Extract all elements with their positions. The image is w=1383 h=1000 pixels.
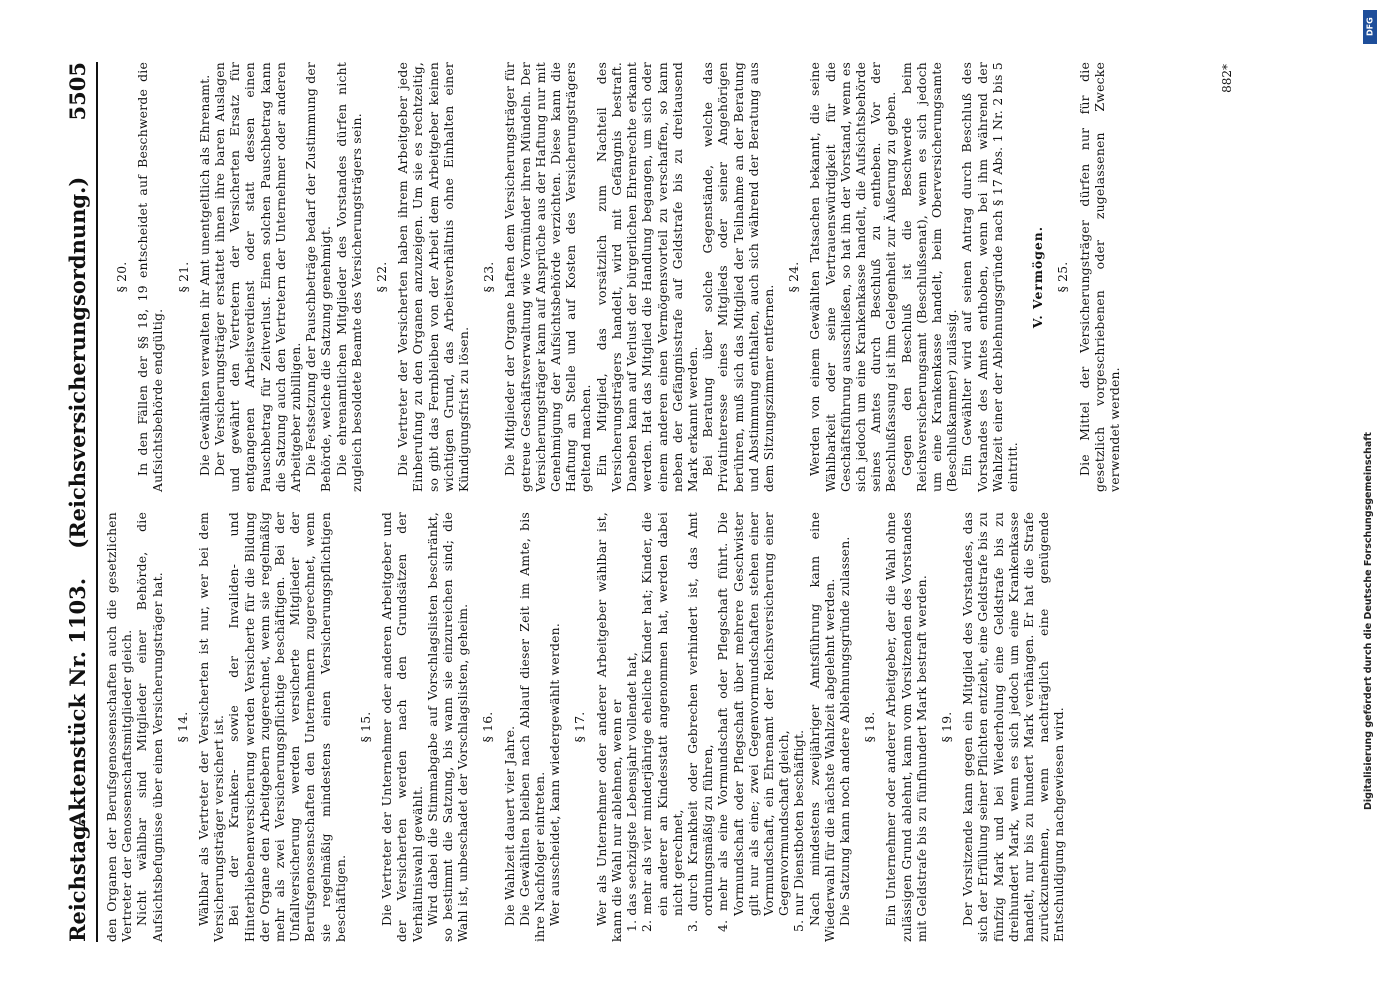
digitization-note: Digitalisierung gefördert durch die Deutsche Forschungsgemeinschaft [1363,432,1374,810]
section-paragraph: Der Vorsitzende kann gegen ein Mitglied des Vorstandes, das sich der Erfüllung seiner Pflichten entzieht, eine Geldstrafe bis zu fünfzig Mark und bei Wiederholung eine Geldstrafe bis zu dreihundert Mark, wenn es sich jedoch um eine Krankenkasse handelt, nur bis zu hundert Mark verhängen. Er hat die Strafe zurückzunehmen, wenn nachträglich eine genügende Entschuldigung nachgewiesen wird. [960,512,1067,942]
section-paragraph: Wird dabei die Stimmabgabe auf Vorschlagslisten beschränkt, so bestimmt die Satzung, bis wann sie einzureichen sind; die Wahl ist, unbeschadet der Vorschlagslisten, geheim. [424,512,471,942]
section-paragraph: Die Vertreter der Unternehmer oder anderen Arbeitgeber und der Versicherten werden nach den Grundsätzen der Verhältniswahl gewählt. [379,512,425,942]
section-paragraph: Die Vertreter der Versicherten haben ihrem Arbeitgeber jede Einberufung zu den Organen anzuzeigen. Um sie es rechtzeitig, so gibt das Fernbleiben von der Arbeit dem Arbeitgeber keinen wichtigen Grund, das Arbeitsverhältnis ohne Einhalten einer Kündigungsfrist zu lösen. [395,62,472,492]
section-paragraph: Ein Gewählter wird auf seinen Antrag durch Beschluß des Vorstandes des Amtes enthoben, wenn bei ihm während der Wahlzeit einer der Ablehnungsgründe nach § 17 Abs. 1 Nr. 2 bis 5 eintritt. [959,62,1020,492]
section-paragraph: Wer als Unternehmer oder anderer Arbeitgeber wählbar ist, kann die Wahl nur ablehnen, wenn er [593,512,624,942]
list-item: 5. nur Dienstboten beschäftigt. [791,729,807,932]
section-paragraph: Die Gewählten bleiben nach Ablauf dieser Zeit im Amte, bis ihre Nachfolger eintreten. [516,512,548,942]
section-paragraph: Die Festsetzung der Pauschbeträge bedarf der Zustimmung der Behörde, welche die Satzung genehmigt. [303,62,334,492]
section-heading: § 16. [480,711,496,743]
section-heading: § 15. [358,711,374,743]
section-heading: § 19. [938,711,954,743]
section-heading: § 14. [174,711,190,743]
section-heading: § 25. [1055,261,1071,293]
dfg-logo-icon: DFG [1363,10,1377,44]
page-number: 5505 [65,62,90,121]
intro-paragraph: Nicht wählbar sind Mitglieder einer Behörde, die Aufsichtsbefugnisse über einen Versicherungsträger hat. [134,512,165,942]
section-paragraph: Wählbar als Vertreter der Versicherten ist nur, wer bei dem Versicherungsträger versichert ist. [196,512,227,942]
section-paragraph: In den Fällen der §§ 18, 19 entscheidet auf Beschwerde die Aufsichtsbehörde endgültig. [135,62,166,492]
section-heading: § 21. [175,261,191,293]
list-item: 3. durch Krankheit oder Gebrechen verhindert ist, das Amt ordnungsmäßig zu führen, [684,512,716,932]
section-paragraph: Der Versicherungsträger erstattet ihnen ihre baren Auslagen und gewährt den Vertretern der Versicherten Ersatz für entgangenen Arbeitsverdienst oder statt dessen einen Pauschbetrag für Zeitverlust. Einen solchen Pauschbetrag kann die Satzung auch den Vertretern der Unternehmer oder anderen Arbeitgeber zubilligen. [212,62,304,492]
part-heading: V. Vermögen. [1030,225,1046,329]
section-paragraph: Ein Unternehmer oder anderer Arbeitgeber, der die Wahl ohne zulässigen Grund ablehnt, kann vom Vorsitzenden des Vorstandes mit Geldstrafe bis zu fünfhundert Mark bestraft werden. [883,512,929,942]
header-document-number: Aktenstück Nr. 1103. [65,577,90,828]
section-paragraph: Werden von einem Gewählten Tatsachen bekannt, die seine Wählbarkeit oder seine Vertrauenswürdigkeit für die Geschäftsführung ausschließen, so hat ihn der Vorstand, wenn es sich jedoch um eine Krankenkasse handelt, die Aufsichtsbehörde seines Amtes durch Beschluß zu entheben. Vor der Beschlußfassung ist ihm Gelegenheit zur Äußerung zu geben. [807,62,899,492]
section-heading: § 20. [114,261,129,293]
section-paragraph: Gegen den Beschluß ist die Beschwerde beim Reichsversicherungsamt (Beschlußsenat), wenn es sich jedoch um eine Krankenkasse handelt, beim Oberversicherungsamte (Beschlußkammer) zulässig. [898,62,960,492]
section-paragraph: Ein Mitglied, das vorsätzlich zum Nachteil des Versicherungsträgers handelt, wird mit Gefängnis bestraft. Daneben kann auf Verlust der bürgerlichen Ehrenrechte erkannt werden. Hat das Mitglied die Handlung begangen, um sich oder einem anderen einen Vermögensvorteil zu verschaffen, so kann neben der Gefängnisstrafe auf Geldstrafe bis zu dreitausend Mark erkannt werden. [593,62,700,492]
section-paragraph: Die Satzung kann noch andere Ablehnungsgründe zulassen. [836,536,852,926]
list-item: 2. mehr als vier minderjährige eheliche Kinder hat; Kinder, die ein anderer an Kindesstatt angenommen hat, werden dabei nicht gerechnet, [639,512,685,932]
section-paragraph: Die Wahlzeit dauert vier Jahre. [501,725,517,926]
section-heading: § 23. [481,261,497,293]
section-paragraph: Die Mitglieder der Organe haften dem Versicherungsträger für getreue Geschäftsverwaltung wie Vormünder ihren Mündeln. Der Versicherungsträger kann auf Ansprüche aus der Haftung nur mit Genehmigung der Aufsichtsbehörde verzichten. Diese kann die Haftung an Stelle und auf Kosten des Versicherungsträgers geltend machen. [502,62,594,492]
header-center [65,62,90,942]
list-item: 1. das sechzigste Lebensjahr vollendet hat, [624,651,640,932]
intro-paragraph: den Organen der Berufsgenossenschaften auch die gesetzlichen Vertreter der Genossenschaftsmitglieder gleich. [104,512,135,942]
list-item: 4. mehr als eine Vormundschaft oder Pflegschaft führt. Die Vormundschaft oder Pflegschaft über mehrere Geschwister gilt nur als eine; zwei Gegenvormundschaften stehen einer Vormundschaft, ein Ehrenamt der Reichsversicherung einer Gegenvormundschaft gleich, [715,512,792,932]
section-heading: § 24. [786,261,802,293]
left-column [104,512,1067,942]
section-paragraph: Bei der Kranken- sowie der Invaliden- und Hinterbliebenenversicherung werden Versicherte für die Bildung der Organe den Arbeitgebern zugerechnet, wenn sie regelmäßig mehr als zwei Versicherungspflichtige beschäftigen. Bei der Unfallversicherung werden versicherte Mitglieder der Berufsgenossenschaften den Unternehmern zugerechnet, wenn sie regelmäßig mindestens einen Versicherungspflichtigen beschäftigen. [226,512,348,942]
sheet-mark: 882* [1220,64,1234,93]
header-title: (Reichsversicherungsordnung.) [65,176,90,549]
digitization-sidebar [1361,0,1381,1000]
section-paragraph: Wer ausscheidet, kann wiedergewählt werden. [547,623,563,926]
section-paragraph: Die Mittel der Versicherungsträger dürfen nur für die gesetzlich vorgeschriebenen oder zugelassenen Zwecke verwendet werden. [1076,62,1122,492]
page-header [56,62,98,942]
section-paragraph: Bei Beratung über solche Gegenstände, welche das Privatinteresse eines Mitglieds oder seiner Angehörigen berühren, muß sich das Mitglied der Teilnahme an der Beratung und Abstimmung enthalten, auch sich während der Beratung aus dem Sitzungszimmer entfernen. [700,62,776,492]
section-heading: § 22. [374,261,390,293]
section-paragraph: Die Gewählten verwalten ihr Amt unentgeltlich als Ehrenamt. [196,74,212,476]
section-heading: § 18. [862,711,878,743]
section-heading: § 17. [572,711,588,743]
section-paragraph: Nach mindestens zweijähriger Amtsführung kann eine Wiederwahl für die nächste Wahlzeit abgelehnt werden. [806,512,837,942]
header-left: Reichstag. [65,818,90,942]
section-paragraph: Die ehrenamtlichen Mitglieder des Vorstandes dürfen nicht zugleich besoldete Beamte des Versicherungsträgers sein. [333,62,364,492]
right-column [104,62,1122,492]
